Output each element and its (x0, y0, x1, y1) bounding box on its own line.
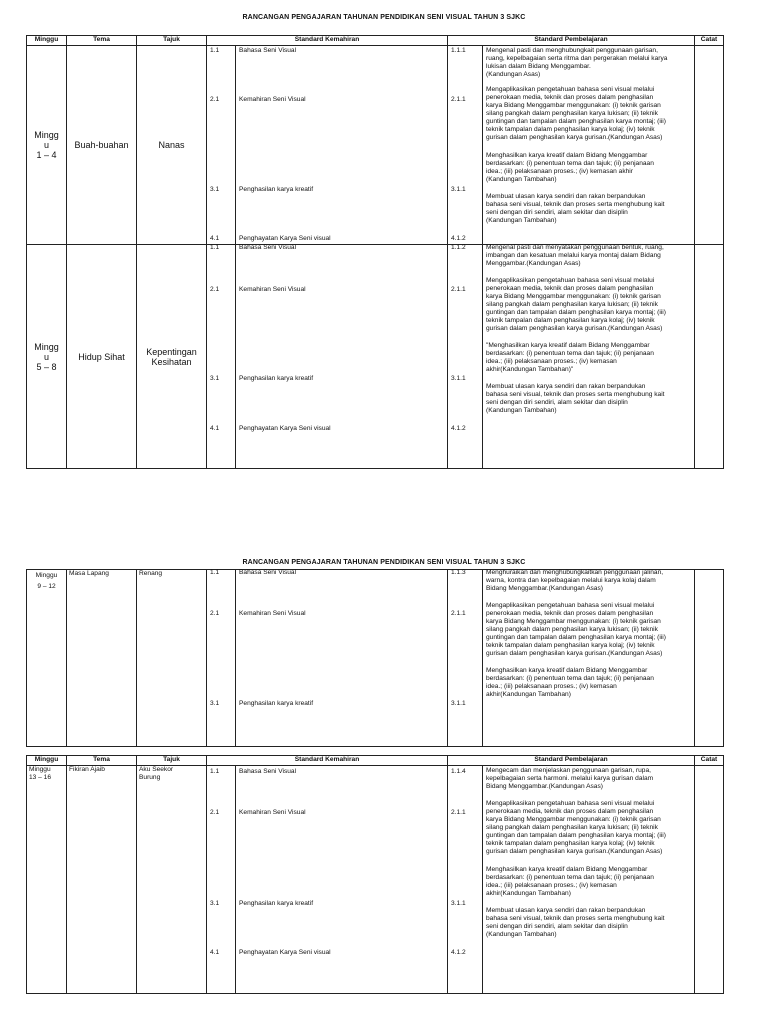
sp-number: 2.1.1 (451, 809, 466, 816)
sk-number: 3.1 (210, 375, 220, 382)
sp-text: Membuat ulasan karya sendiri dan rakan berpandukan bahasa seni visual, teknik dan proses serta menghubung kait seni dengan diri sendiri, alam sekitar dan disiplin (Kandungan Tambahan) (486, 193, 665, 224)
tema-cell: Hidup Sihat (67, 245, 137, 469)
sk-number: 4.1 (210, 425, 220, 432)
sp-text: Menghuraikan dan menghubungkaitkan penggunaan jalinan, warna, kontra dan kepelbagaian melalui karya kolaj dalam Bidang Menggambar.(Kandungan Asas) (486, 569, 664, 592)
sk-label: Bahasa Seni Visual (239, 47, 297, 54)
minggu-cell: Minggu 9 – 12 (27, 570, 67, 747)
sk-label: Bahasa Seni Visual (239, 768, 297, 775)
sp-text-cell (483, 766, 695, 994)
tajuk-cell: Nanas (137, 46, 207, 245)
col-header-minggu: Minggu (27, 36, 67, 46)
col-header-tajuk: Tajuk (137, 36, 207, 46)
col-header-standard-kemahiran: Standard Kemahiran (207, 756, 448, 766)
col-header-catat: Catat (695, 36, 724, 46)
sp-number: 1.1.2 (451, 244, 466, 251)
sp-number: 2.1.1 (451, 610, 466, 617)
sp-number-cell (448, 570, 483, 747)
sk-number-cell (207, 46, 236, 245)
sp-number: 3.1.1 (451, 700, 466, 707)
sk-number: 2.1 (210, 96, 220, 103)
minggu-cell: Mingg u 5 – 8 (27, 245, 67, 469)
sp-text: Menghasilkan karya kreatif dalam Bidang Menggambar berdasarkan: (i) penentuan tema dan tajuk; (ii) penjanaan idea.; (iii) pelaksanaan proses.; (iv) kemasan akhir(Kandungan Tambahan) (486, 866, 654, 897)
sp-number: 4.1.2 (451, 235, 466, 242)
document-title: RANCANGAN PENGAJARAN TAHUNAN PENDIDIKAN SENI VISUAL TAHUN 3 SJKC (242, 14, 526, 21)
sp-number: 2.1.1 (451, 96, 466, 103)
document-title-page-2: RANCANGAN PENGAJARAN TAHUNAN PENDIDIKAN SENI VISUAL TAHUN 3 SJKC (242, 559, 526, 566)
sp-number: 1.1.4 (451, 768, 466, 775)
sp-number-cell (448, 46, 483, 245)
sk-number-cell (207, 570, 236, 747)
table-row (27, 46, 724, 245)
sp-text: Membuat ulasan karya sendiri dan rakan berpandukan bahasa seni visual, teknik dan proses serta menghubung kait seni dengan diri sendiri, alam sekitar dan disiplin (Kandungan Tambahan) (486, 907, 665, 938)
sk-label-cell (236, 46, 448, 245)
sk-number: 3.1 (210, 900, 220, 907)
sk-label: Kemahiran Seni Visual (239, 809, 306, 816)
sp-number: 3.1.1 (451, 900, 466, 907)
tema-cell: Fikiran Ajaib (67, 766, 137, 994)
sk-number: 2.1 (210, 809, 220, 816)
minggu-cell: Minggu 13 – 16 (27, 766, 67, 994)
sp-text: Mengenal pasti dan menyatakan penggunaan bentuk, ruang, imbangan dan kesatuan melalui karya montaj dalam Bidang Menggambar.(Kandungan Asas) (486, 244, 664, 267)
catat-cell (695, 46, 724, 245)
sk-label: Bahasa Seni Visual (239, 569, 297, 576)
sp-text: Membuat ulasan karya sendiri dan rakan berpandukan bahasa seni visual, teknik dan proses serta menghubung kait seni dengan diri sendiri, alam sekitar dan disiplin (Kandungan Tambahan) (486, 383, 665, 414)
col-header-standard-pembelajaran: Standard Pembelajaran (448, 756, 695, 766)
sp-text: Mengaplikasikan pengetahuan bahasa seni visual melalui penerokaan media, teknik dan proses dalam penghasilan karya Bidang Menggambar menggunakan: (i) teknik garisan silang pangkah dalam penghasilan karya lukisan; (ii) teknik guntingan dan tampalan dalam penghasilan karya montaj; (iii) teknik tampalan dalam penghasilan karya kolaj; (iv) teknik gurisan dalam penghasilan karya gurisan.(Kandungan Asas) (486, 602, 666, 657)
catat-cell (695, 570, 724, 747)
col-header-tema: Tema (67, 36, 137, 46)
sk-label: Penghasilan karya kreatif (239, 700, 314, 707)
sp-number-cell (448, 766, 483, 994)
sp-number: 4.1.2 (451, 425, 466, 432)
sp-text: Mengaplikasikan pengetahuan bahasa seni visual melalui penerokaan media, teknik dan proses dalam penghasilan karya Bidang Menggambar menggunakan: (i) teknik garisan silang pangkah dalam penghasilan karya lukisan; (ii) teknik guntingan dan tampalan dalam penghasilan karya montaj; (iii) teknik tampalan dalam penghasilan karya kolaj; (iv) teknik gurisan dalam penghasilan karya gurisan.(Kandungan Asas) (486, 86, 666, 141)
tajuk-cell: Renang (137, 570, 207, 747)
tajuk-cell: Kepentingan Kesihatan (137, 245, 207, 469)
sp-text: Mengecam dan menjelaskan penggunaan garisan, rupa, kepelbagaian serta harmoni. melalui karya gurisan dalam Bidang Menggambar.(Kandungan Asas) (486, 767, 654, 790)
tema-cell: Masa Lapang (67, 570, 137, 747)
sp-text: Mengenal pasti dan menghubungkait penggunaan garisan, ruang, kepelbagaian serta ritma dan pergerakan melalui karya lukisan dalam Bidang Menggambar. (Kandungan Asas) (486, 47, 668, 78)
sk-number: 1.1 (210, 569, 220, 576)
sk-label: Penghasilan karya kreatif (239, 900, 314, 907)
table-header-row (27, 36, 724, 46)
sk-label-cell (236, 570, 448, 747)
sk-number-cell (207, 766, 236, 994)
col-header-standard-kemahiran: Standard Kemahiran (207, 36, 448, 46)
sk-number: 3.1 (210, 700, 220, 707)
col-header-standard-pembelajaran: Standard Pembelajaran (448, 36, 695, 46)
tema-cell: Buah-buahan (67, 46, 137, 245)
sk-label: Bahasa Seni Visual (239, 244, 297, 251)
sp-text: Menghasilkan karya kreatif dalam Bidang Menggambar berdasarkan: (i) penentuan tema dan tajuk; (ii) penjanaan idea.; (iii) pelaksanaan proses.; (iv) kemasan akhir (Kandungan Tambahan) (486, 152, 654, 183)
sp-text-cell (483, 570, 695, 747)
sp-text: Mengaplikasikan pengetahuan bahasa seni visual melalui penerokaan media, teknik dan proses dalam penghasilan karya Bidang Menggambar menggunakan: (i) teknik garisan silang pangkah dalam penghasilan karya lukisan; (ii) teknik guntingan dan tampalan dalam penghasilan karya montaj; (iii) teknik tampalan dalam penghasilan karya kolaj; (iv) teknik gurisan dalam penghasilan karya gurisan.(Kandungan Asas) (486, 800, 666, 855)
sk-label: Penghasilan karya kreatif (239, 375, 314, 382)
sp-text: Mengaplikasikan pengetahuan bahasa seni visual melalui penerokaan media, teknik dan proses dalam penghasilan karya Bidang Menggambar menggunakan: (i) teknik garisan silang pangkah dalam penghasilan karya lukisan; (ii) teknik guntingan dan tampalan dalam penghasilan karya montaj; (iii) teknik tampalan dalam penghasilan karya kolaj; (iv) teknik gurisan dalam penghasilan karya gurisan.(Kandungan Asas) (486, 277, 666, 332)
plan-table-2 (26, 569, 724, 747)
sk-label: Penghayatan Karya Seni visual (239, 425, 331, 432)
sp-text: "Menghasilkan karya kreatif dalam Bidang Menggambar berdasarkan: (i) penentuan tema dan tajuk; (ii) penjanaan idea.; (iii) pelaksanaan proses.; (iv) kemasan akhir(Kandungan Tambahan)" (486, 342, 654, 373)
col-header-minggu: Minggu (27, 756, 67, 766)
sk-number-cell (207, 245, 236, 469)
sp-number: 3.1.1 (451, 186, 466, 193)
catat-cell (695, 245, 724, 469)
sk-number: 4.1 (210, 235, 220, 242)
sk-label: Kemahiran Seni Visual (239, 96, 306, 103)
sk-number: 2.1 (210, 610, 220, 617)
sk-number: 2.1 (210, 286, 220, 293)
col-header-catat: Catat (695, 756, 724, 766)
col-header-tema: Tema (67, 756, 137, 766)
col-header-tajuk: Tajuk (137, 756, 207, 766)
sk-number: 3.1 (210, 186, 220, 193)
sp-number: 1.1.1 (451, 47, 466, 54)
table-row (27, 766, 724, 994)
table-header-row (27, 756, 724, 766)
minggu-cell: Mingg u 1 – 4 (27, 46, 67, 245)
plan-table-3 (26, 755, 724, 994)
sk-number: 4.1 (210, 949, 220, 956)
sk-label: Penghasilan karya kreatif (239, 186, 314, 193)
sp-number: 4.1.2 (451, 949, 466, 956)
table-row (27, 570, 724, 747)
sk-number: 1.1 (210, 768, 220, 775)
sk-label: Kemahiran Seni Visual (239, 610, 306, 617)
sp-text-cell (483, 245, 695, 469)
sk-label-cell (236, 245, 448, 469)
table-row (27, 245, 724, 469)
sp-text-cell (483, 46, 695, 245)
sp-number-cell (448, 245, 483, 469)
sp-number: 3.1.1 (451, 375, 466, 382)
catat-cell (695, 766, 724, 994)
sp-number: 2.1.1 (451, 286, 466, 293)
sk-label-cell (236, 766, 448, 994)
sk-label: Penghayatan Karya Seni visual (239, 235, 331, 242)
sp-text: Menghasilkan karya kreatif dalam Bidang Menggambar berdasarkan: (i) penentuan tema dan tajuk; (ii) penjanaan idea.; (iii) pelaksanaan proses.; (iv) kemasan akhir(Kandungan Tambahan) (486, 667, 654, 698)
sk-number: 1.1 (210, 244, 220, 251)
sk-label: Kemahiran Seni Visual (239, 286, 306, 293)
plan-table-1 (26, 35, 724, 469)
sk-number: 1.1 (210, 47, 220, 54)
sk-label: Penghayatan Karya Seni visual (239, 949, 331, 956)
sp-number: 1.1.3 (451, 569, 466, 576)
tajuk-cell: Aku Seekor Burung (137, 766, 207, 994)
